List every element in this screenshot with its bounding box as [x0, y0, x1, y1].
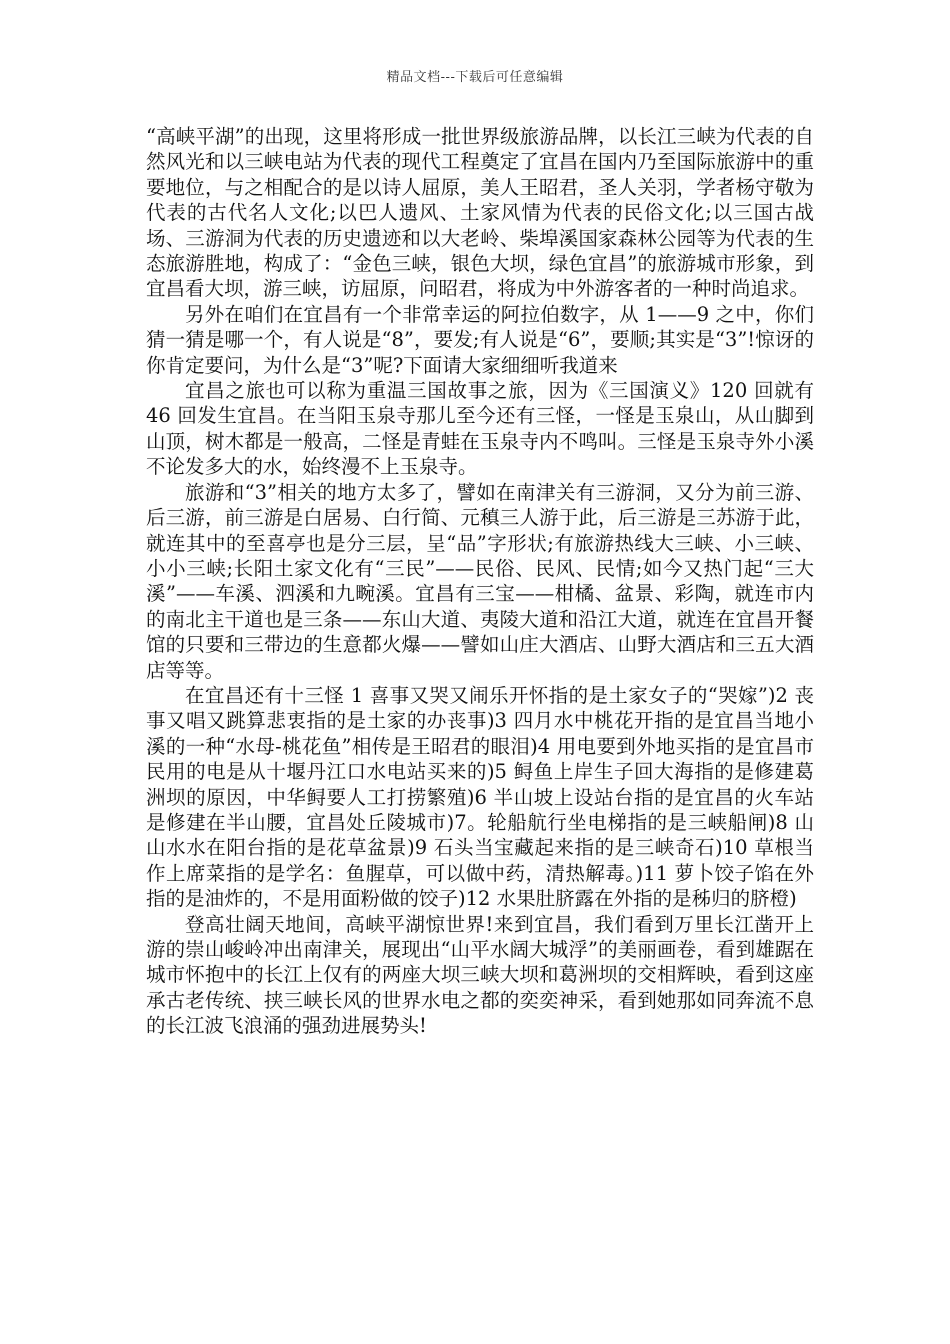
paragraph-conclusion: 登高壮阔天地间，高峡平湖惊世界!来到宜昌，我们看到万里长江凿开上游的崇山峻岭冲出南津关，展现出“山平水阔大城浮”的美丽画卷，看到雄踞在城市怀抱中的长江上仅有的两座大坝三峡大坝和葛洲坝的交相辉映，看到这座承古老传统、挟三峡长风的世界水电之都的奕奕神采，看到她那如同奔流不息的长江波飞浪涌的强劲进展势头! — [146, 912, 814, 1038]
paragraph-thirteen-oddities: 在宜昌还有十三怪 1 喜事又哭又闹乐开怀指的是土家女子的“哭嫁”)2 丧事又唱又跳算悲衷指的是土家的办丧事)3 四月水中桃花开指的是宜昌当地小溪的一种“水母-桃花鱼”相传是王昭君的眼泪)4 用电要到外地买指的是宜昌市民用的电是从十堰丹江口水电站买来的)5 鲟鱼上岸生子回大海指的是修建葛洲坝的原因，中华鲟要人工打捞繁殖)6 半山坡上设站台指的是宜昌的火车站是修建在半山腰，宜昌处丘陵城市)7。轮船航行坐电梯指的是三峡船闸)8 山山水水在阳台指的是花草盆景)9 石头当宝藏起来指的是三峡奇石)10 草根当作上席菜指的是学名：鱼腥草，可以做中药，清热解毒。)11 萝卜饺子馅在外指的是油炸的，不是用面粉做的饺子)12 水果肚脐露在外指的是秭归的脐橙) — [146, 683, 814, 911]
paragraph-lucky-number: 另外在咱们在宜昌有一个非常幸运的阿拉伯数字，从 1——9 之中，你们猜一猜是哪一个，有人说是“8”，要发;有人说是“6”，要顺;其实是“3”!惊讶的你肯定要问，为什么是“3”呢?下面请大家细细听我道来 — [146, 302, 814, 377]
page-header: 精品文档---下载后可任意编辑 — [386, 70, 564, 85]
paragraph-number-three: 旅游和“3”相关的地方太多了，譬如在南津关有三游洞，又分为前三游、后三游，前三游是白居易、白行简、元稹三人游于此，后三游是三苏游于此，就连其中的至喜亭也是分三层，呈“品”字形状;有旅游热线大三峡、小三峡、小小三峡;长阳土家文化有“三民”——民俗、民风、民情;如今又热门起“三大溪”——车溪、泗溪和九畹溪。宜昌有三宝——柑橘、盆景、彩陶，就连市内的南北主干道也是三条——东山大道、夷陵大道和沿江大道，就连在宜昌开餐馆的只要和三带边的生意都火爆——譬如山庄大酒店、山野大酒店和三五大酒店等等。 — [146, 480, 814, 682]
document-body — [146, 124, 814, 1039]
paragraph-three-kingdoms: 宜昌之旅也可以称为重温三国故事之旅，因为《三国演义》120 回就有 46 回发生宜昌。在当阳玉泉寺那儿至今还有三怪，一怪是玉泉山，从山脚到山顶，树木都是一般高，二怪是青蛙在玉泉寺内不鸣叫。三怪是玉泉寺外小溪不论发多大的水，始终漫不上玉泉寺。 — [146, 379, 814, 479]
paragraph-gaoxia-pinghu: “高峡平湖”的出现，这里将形成一批世界级旅游品牌，以长江三峡为代表的自然风光和以三峡电站为代表的现代工程奠定了宜昌在国内乃至国际旅游中的重要地位，与之相配合的是以诗人屈原，美人王昭君，圣人关羽，学者杨守敬为代表的古代名人文化;以巴人遗风、土家风情为代表的民俗文化;以三国古战场、三游洞为代表的历史遗迹和以大老岭、柴埠溪国家森林公园等为代表的生态旅游胜地，构成了：“金色三峡，银色大坝，绿色宜昌”的旅游城市形象，到宜昌看大坝，游三峡，访屈原，问昭君，将成为中外游客者的一种时尚追求。 — [146, 125, 814, 301]
